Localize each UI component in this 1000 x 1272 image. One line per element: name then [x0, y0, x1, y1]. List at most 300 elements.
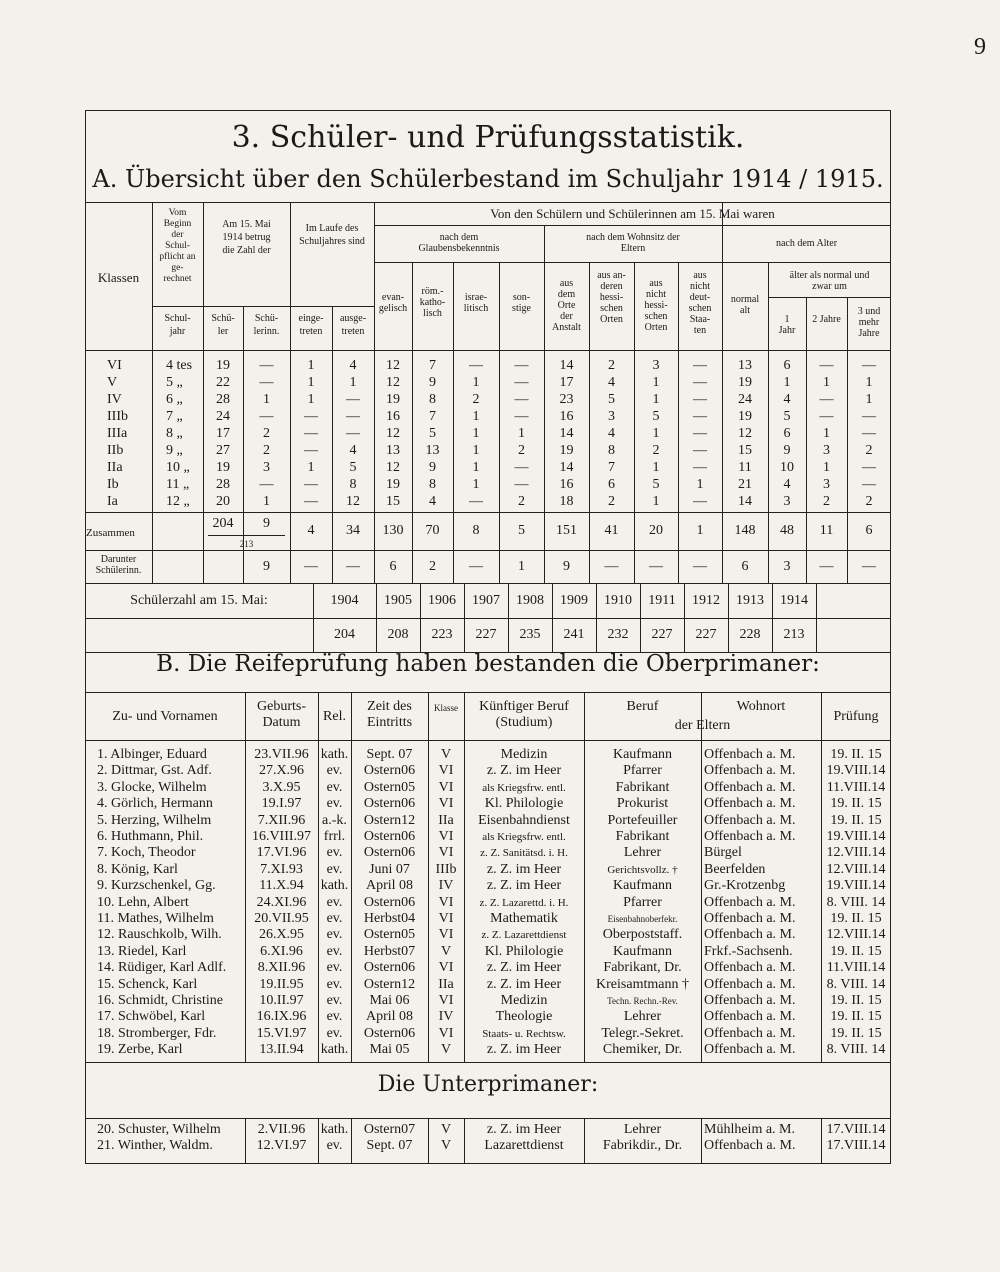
table-a-cell: 7: [429, 358, 436, 373]
table-a-cell: 5 „: [166, 375, 183, 390]
zusammen-schuelerinn: 9: [263, 516, 270, 531]
table-b-cell: Eisenbahnoberfekr.: [607, 914, 678, 924]
header-name: Zu- und Vornamen: [112, 709, 218, 724]
table-a-cell: 5: [783, 409, 791, 424]
table-b-cell: Ostern06: [363, 845, 416, 861]
table-a-cell: 1: [349, 375, 357, 390]
table-b-cell: z. Z. im Heer: [486, 1122, 562, 1137]
rule-line: [85, 740, 891, 741]
zusammen-total: 213: [239, 539, 254, 549]
table-a-cell: 2: [865, 443, 873, 458]
table-b-cell: 12.VI.97: [256, 1138, 307, 1154]
table-b-cell: Pfarrer: [623, 894, 662, 910]
table-a-cell: —: [514, 460, 529, 475]
table-a-cell: 8: [429, 477, 436, 492]
table-b-cell: 13.II.94: [259, 1042, 304, 1058]
rule-line: [85, 350, 891, 351]
table-b-cell: z. Z. Lazarettd. i. H.: [479, 896, 569, 909]
table-b-cell: z. Z. im Heer: [486, 1042, 562, 1058]
count-cell: 223: [431, 627, 453, 642]
table-a-cell: 19: [386, 477, 400, 492]
count-cell: 241: [563, 627, 585, 642]
year-cell: 1904: [330, 593, 359, 608]
table-a-cell: —: [514, 477, 529, 492]
table-b-cell: kath.: [320, 1122, 349, 1137]
table-b-cell: April 08: [365, 878, 414, 894]
table-b-cell: Herbst04: [363, 911, 416, 926]
table-b-cell: VI: [438, 796, 454, 812]
table-b-cell: z. Z. Sanitätsd. i. H.: [480, 847, 568, 860]
header-aus-anstalt: aus dem Orte der Anstalt: [552, 278, 581, 333]
table-b-cell: 8. VIII. 14: [826, 894, 886, 910]
table-a-cell: 12 „: [166, 494, 190, 509]
header-pruefung: Prüfung: [833, 709, 879, 724]
header-glaubensbekenntnis: nach dem Glaubensbekenntnis: [418, 232, 500, 254]
table-b-cell: Ostern06: [363, 960, 416, 976]
table-a-cell: 8: [429, 392, 436, 407]
table-b-cell: VI: [438, 894, 454, 910]
table-b-cell: Oberpoststaff.: [602, 927, 683, 943]
table-b-cell: Fabrikant: [615, 779, 670, 795]
table-b-cell: 8. VIII. 14: [826, 1042, 886, 1058]
table-b-cell: 11.VIII.14: [826, 960, 886, 976]
table-a-cell: —: [862, 426, 876, 441]
table-b-cell: Telegr.-Sekret.: [601, 1025, 684, 1041]
table-b-cell: IIIb: [435, 861, 457, 877]
table-a-cell: 16: [559, 409, 574, 424]
table-a-cell: 6: [783, 426, 791, 441]
table-b-cell: 9. Kurzschenkel, Gg.: [97, 878, 216, 894]
table-a-cell: 1: [307, 358, 315, 373]
header-von-den: Von den Schülern und Schülerinnen am 15. Mai waren: [490, 206, 775, 221]
table-a-cell: 14: [559, 358, 574, 373]
count-cell: 227: [695, 627, 717, 642]
table-a-cell: 5: [429, 426, 436, 441]
table-b-cell: April 08: [365, 1009, 414, 1025]
table-a-total-cell: 148: [734, 523, 756, 538]
table-a-cell: 2: [518, 494, 525, 509]
table-a-cell: 1: [472, 443, 480, 458]
table-a-cell: 1: [652, 460, 660, 475]
rule-line: [85, 1118, 891, 1119]
table-b-cell: IV: [438, 1009, 454, 1025]
table-b-cell: 19. II. 15: [830, 1009, 882, 1025]
table-a-cell: 1: [307, 392, 315, 407]
table-a-cell: —: [862, 409, 876, 424]
table-b-cell: 19. Zerbe, Karl: [97, 1042, 183, 1058]
table-a-cell: 1: [472, 409, 480, 424]
table-b-cell: VI: [438, 911, 454, 926]
table-b-cell: kath.: [320, 878, 349, 894]
table-a-cell: —: [693, 426, 707, 441]
table-a-cell: Ia: [107, 494, 118, 509]
table-b-cell: VI: [438, 763, 454, 779]
table-a-cell: 24: [738, 392, 752, 407]
table-b-cell: Kaufmann: [612, 943, 673, 959]
table-a-cell: 12: [386, 358, 400, 373]
table-a-cell: 8: [349, 477, 357, 492]
table-b-cell: Kl. Philologie: [484, 943, 564, 959]
table-a-cell: 8 „: [166, 426, 183, 441]
table-a-cell: 3: [652, 358, 660, 373]
table-a-cell: 19: [559, 443, 574, 458]
table-b-cell: 19.II.95: [259, 976, 304, 992]
table-a-cell: —: [304, 494, 318, 509]
table-b-cell: Beerfelden: [704, 861, 766, 877]
table-b-cell: 8.XII.96: [257, 960, 306, 976]
table-b-cell: Offenbach a. M.: [704, 779, 796, 795]
table-a-cell: 13: [425, 443, 440, 458]
count-cell: 227: [651, 627, 673, 642]
table-a-cell: 1: [652, 494, 660, 509]
table-a-cell: —: [819, 358, 834, 373]
schuelerzahl-label: Schülerzahl am 15. Mai:: [130, 593, 268, 608]
rule-line: [768, 297, 891, 298]
table-a-cell: 2: [608, 494, 615, 509]
year-cell: 1907: [472, 593, 500, 608]
table-b-cell: VI: [438, 779, 454, 795]
table-b-cell: 19.VIII.14: [826, 829, 886, 844]
table-a-cell: —: [346, 392, 360, 407]
table-a-total-cell: 70: [425, 523, 440, 538]
table-b-cell: 16.VIII.97: [251, 829, 312, 844]
table-b-cell: Mai 06: [369, 993, 410, 1008]
table-a-cell: 2: [472, 392, 480, 407]
count-cell: 208: [387, 627, 409, 642]
table-b-cell: Ostern06: [363, 763, 416, 779]
rule-line: [374, 262, 891, 263]
header-eingetreten: einge-treten: [298, 313, 324, 337]
table-b-cell: ev.: [326, 861, 343, 877]
table-b-cell: Ostern05: [363, 927, 416, 943]
table-a-cell: VI: [107, 358, 122, 373]
table-b-cell: VI: [438, 845, 454, 861]
table-a-cell: 12: [346, 494, 360, 509]
header-katholisch: röm.-katho-lisch: [419, 286, 446, 319]
table-a-cell: 9: [429, 460, 436, 475]
table-a-cell: —: [862, 460, 876, 475]
table-b-cell: 2.VII.96: [257, 1122, 306, 1137]
header-wohnsitz: nach dem Wohnsitz der Eltern: [586, 232, 680, 254]
table-b-cell: Prokurist: [616, 796, 669, 812]
table-a-cell: 28: [216, 392, 230, 407]
table-a-cell: —: [693, 494, 707, 509]
table-b-cell: Mai 05: [369, 1042, 410, 1058]
table-a-cell: —: [862, 358, 876, 373]
table-a-cell: —: [346, 409, 360, 424]
table-b-cell: 6. Huthmann, Phil.: [97, 829, 204, 844]
table-a-cell: 1: [652, 426, 660, 441]
table-b-cell: Fabrikant: [615, 829, 670, 844]
table-b-cell: Ostern05: [363, 779, 416, 795]
header-geburts: Geburts-Datum: [257, 699, 306, 730]
table-b-cell: ev.: [326, 1009, 343, 1025]
table-a-cell: 2: [823, 494, 830, 509]
table-a-total-cell: 11: [819, 523, 834, 538]
table-b-cell: Eisenbahndienst: [478, 812, 570, 828]
year-cell: 1905: [384, 593, 412, 608]
table-b-cell: ev.: [326, 894, 343, 910]
table-a-cell: 5: [652, 409, 660, 424]
table-a-cell: 10 „: [166, 460, 190, 475]
table-a-cell: 14: [559, 426, 574, 441]
table-b-cell: ev.: [326, 960, 343, 976]
table-b-cell: Kreisamtmann †: [596, 976, 689, 992]
darunter-label: Darunter Schülerinn.: [95, 554, 142, 576]
table-a-cell: 1: [696, 477, 704, 492]
header-klassen: Klassen: [97, 270, 140, 285]
count-cell: 227: [475, 627, 497, 642]
table-b-cell: Pfarrer: [623, 763, 662, 779]
table-b-cell: Ostern06: [363, 829, 416, 844]
table-a-total-cell: 5: [518, 523, 525, 538]
table-b-cell: 18. Stromberger, Fdr.: [97, 1025, 217, 1041]
table-b-cell: Offenbach a. M.: [704, 894, 796, 910]
table-a-cell: 7 „: [166, 409, 183, 424]
table-a-darunter-cell: —: [346, 559, 360, 574]
table-b-cell: Bürgel: [704, 845, 742, 861]
table-b-cell: ev.: [326, 845, 343, 861]
table-a-cell: 1: [263, 392, 270, 407]
table-a-darunter-cell: —: [304, 559, 318, 574]
table-b-cell: ev.: [326, 976, 343, 992]
table-b-cell: 12.VIII.14: [826, 927, 886, 943]
table-b-cell: 19. II. 15: [830, 796, 882, 812]
table-b-cell: 10.II.97: [259, 993, 304, 1008]
header-schueler: Schü-ler: [211, 313, 235, 337]
table-a-cell: 15: [386, 494, 400, 509]
year-cell: 1906: [428, 593, 456, 608]
table-a-cell: —: [514, 375, 529, 390]
table-a-cell: 1: [823, 426, 830, 441]
table-b-cell: 3.X.95: [262, 779, 301, 795]
table-a-total-cell: 48: [780, 523, 794, 538]
header-israelitisch: israe-litisch: [463, 292, 489, 314]
year-cell: 1908: [516, 593, 544, 608]
table-a-cell: 4: [608, 375, 615, 390]
year-cell: 1909: [560, 593, 588, 608]
table-b-cell: ev.: [326, 763, 343, 779]
table-b-cell: 21. Winther, Waldm.: [97, 1138, 213, 1154]
table-b-cell: Medizin: [500, 747, 548, 762]
table-a-cell: 15: [738, 443, 752, 458]
table-b-cell: VI: [438, 993, 454, 1008]
table-b-cell: Sept. 07: [366, 747, 413, 762]
table-b-cell: Frkf.-Sachsenh.: [704, 943, 793, 959]
table-b-cell: 19. II. 15: [830, 943, 882, 959]
table-b-cell: Theologie: [495, 1009, 553, 1025]
table-b-cell: ev.: [326, 779, 343, 795]
table-b-cell: 16. Schmidt, Christine: [97, 993, 223, 1008]
header-am15mai: Am 15. Mai 1914 betrug die Zahl der: [222, 219, 271, 256]
table-b-cell: 16.IX.96: [256, 1009, 307, 1025]
table-b-cell: IIa: [438, 812, 454, 828]
table-b-cell: 12. Rauschkolb, Wilh.: [97, 927, 222, 943]
table-a-cell: —: [819, 392, 834, 407]
table-a-cell: 1: [307, 375, 315, 390]
header-1-jahr: 1 Jahr: [778, 314, 796, 336]
table-b-cell: Chemiker, Dr.: [602, 1042, 683, 1058]
header-schuljahr: Schul-jahr: [164, 313, 191, 337]
table-a-cell: 1: [783, 375, 791, 390]
table-a-cell: 28: [216, 477, 230, 492]
table-b-cell: ev.: [326, 1138, 343, 1154]
header-zeit: Zeit des Eintritts: [366, 699, 413, 730]
table-b-cell: 2. Dittmar, Gst. Adf.: [97, 763, 212, 779]
table-b-cell: 10. Lehn, Albert: [97, 894, 189, 910]
brace-line: [208, 535, 285, 536]
table-a-cell: —: [259, 409, 274, 424]
table-a-cell: —: [304, 426, 318, 441]
rule-line: [152, 306, 374, 307]
header-ausgetreten: ausge-treten: [339, 313, 367, 337]
table-a-cell: —: [259, 358, 274, 373]
table-b-cell: Ostern06: [363, 894, 416, 910]
table-b-cell: 5. Herzing, Wilhelm: [97, 812, 212, 828]
table-b-cell: Kaufmann: [612, 878, 673, 894]
table-a-cell: 3: [823, 443, 830, 458]
header-wohnort: Wohnort: [736, 699, 786, 714]
table-a-cell: 1: [472, 375, 480, 390]
section-b-title: B. Die Reifeprüfung haben bestanden die Oberprimaner:: [156, 651, 820, 677]
table-a-cell: 4: [783, 477, 791, 492]
table-b-cell: Juni 07: [369, 861, 410, 877]
table-b-cell: z. Z. Lazarettdienst: [481, 929, 567, 942]
table-a-cell: 9 „: [166, 443, 183, 458]
table-b-cell: 15.VI.97: [256, 1025, 307, 1041]
table-b-cell: 3. Glocke, Wilhelm: [97, 779, 207, 795]
table-a-cell: 1: [472, 477, 480, 492]
table-b-cell: Lehrer: [623, 1009, 662, 1025]
section-u-title: Die Unterprimaner:: [377, 1072, 599, 1097]
table-a-cell: 12: [386, 426, 400, 441]
table-b-cell: Fabrikant, Dr.: [603, 960, 682, 976]
table-a-cell: 7: [608, 460, 615, 475]
table-a-cell: 1: [823, 460, 830, 475]
table-b-cell: Offenbach a. M.: [704, 763, 796, 779]
table-a-darunter-cell: 1: [518, 559, 525, 574]
header-vom-beginn: Vom Beginn der Schul-pflicht an ge-rechnet: [159, 208, 196, 284]
page-number: 9: [974, 34, 986, 60]
table-a-cell: 9: [429, 375, 436, 390]
table-b-cell: Lehrer: [623, 845, 662, 861]
table-b-cell: 7.XI.93: [260, 861, 303, 877]
table-b-cell: 17. Schwöbel, Karl: [97, 1009, 206, 1025]
table-a-cell: 1: [307, 460, 315, 475]
table-a-cell: 12: [386, 460, 400, 475]
table-b-cell: V: [440, 1042, 452, 1058]
table-b-cell: Offenbach a. M.: [704, 812, 796, 828]
table-a-cell: 2: [865, 494, 873, 509]
table-b-cell: ev.: [326, 796, 343, 812]
table-a-cell: 2: [263, 443, 270, 458]
table-a-cell: 16: [559, 477, 574, 492]
table-a-cell: 6: [783, 358, 791, 373]
header-aus-anderen-hess: aus an-deren hessi-schen Orten: [597, 270, 626, 325]
table-b-cell: 7. Koch, Theodor: [97, 845, 196, 861]
table-a-cell: —: [259, 375, 274, 390]
table-a-cell: 1: [652, 375, 660, 390]
table-a-cell: 1: [823, 375, 830, 390]
table-b-cell: 1. Albinger, Eduard: [97, 747, 207, 762]
table-a-cell: 1: [865, 392, 873, 407]
table-b-cell: Kaufmann: [612, 747, 673, 762]
table-a-cell: —: [259, 477, 274, 492]
table-b-cell: Staats- u. Rechtsw.: [482, 1027, 566, 1040]
table-a-cell: 19: [738, 409, 752, 424]
header-aus-nicht-deutsch: aus nicht deut-schen Staa-ten: [688, 270, 712, 336]
table-b-cell: Portefeuiller: [607, 812, 678, 828]
rule-line: [85, 583, 891, 584]
rule-line: [85, 202, 891, 203]
table-a-total-cell: 151: [556, 523, 577, 538]
table-b-cell: 13. Riedel, Karl: [97, 943, 187, 959]
table-a-total-cell: 34: [346, 523, 360, 538]
table-a-cell: 19: [216, 358, 230, 373]
table-a-total-cell: 6: [865, 523, 873, 538]
table-a-cell: —: [346, 426, 360, 441]
table-b-cell: Offenbach a. M.: [704, 1138, 796, 1154]
table-a-cell: —: [514, 409, 529, 424]
table-b-cell: V: [440, 1122, 452, 1137]
table-b-cell: 11.X.94: [259, 878, 304, 894]
table-b-cell: VI: [438, 829, 454, 844]
count-cell: 235: [519, 627, 541, 642]
table-a-cell: IV: [107, 392, 122, 407]
table-b-cell: 19. II. 15: [830, 812, 882, 828]
table-b-cell: Medizin: [500, 993, 548, 1008]
table-b-cell: Offenbach a. M.: [704, 796, 796, 812]
table-b-cell: z. Z. im Heer: [486, 878, 562, 894]
table-a-total-cell: 4: [307, 523, 315, 538]
header-der-eltern: der Eltern: [674, 718, 731, 733]
table-a-cell: 17: [559, 375, 574, 390]
table-a-cell: —: [693, 443, 707, 458]
header-aelter: älter als normal und zwar um: [789, 270, 870, 292]
table-b-cell: 19. II. 15: [830, 993, 882, 1008]
table-a-cell: —: [693, 460, 707, 475]
table-a-cell: 21: [738, 477, 752, 492]
table-b-cell: Lehrer: [623, 1122, 662, 1137]
table-a-cell: —: [304, 443, 318, 458]
table-b-cell: frrl.: [323, 829, 346, 844]
table-b-cell: 7.XII.96: [257, 812, 306, 828]
table-a-darunter-cell: 6: [389, 559, 397, 574]
table-b-cell: Offenbach a. M.: [704, 976, 796, 992]
header-beruf-eltern: Beruf: [626, 699, 659, 714]
table-b-cell: VI: [438, 960, 454, 976]
table-b-cell: V: [440, 1138, 452, 1154]
table-a-cell: 1: [472, 460, 480, 475]
table-a-cell: 1: [263, 494, 270, 509]
table-b-cell: Gerichtsvollz. †: [607, 863, 678, 876]
table-a-cell: 1: [865, 375, 873, 390]
table-a-cell: 3: [823, 477, 830, 492]
table-b-cell: Offenbach a. M.: [704, 993, 796, 1008]
header-3-jahre: 3 und mehr Jahre: [857, 306, 881, 339]
rule-line: [313, 618, 891, 619]
header-rel: Rel.: [323, 709, 346, 724]
table-a-cell: 20: [216, 494, 230, 509]
table-a-cell: —: [693, 392, 707, 407]
table-a-darunter-cell: 9: [563, 559, 570, 574]
table-b-cell: V: [440, 747, 452, 762]
table-a-cell: 3: [783, 494, 791, 509]
table-a-darunter-cell: —: [693, 559, 707, 574]
column-rule: [701, 1118, 702, 1164]
table-a-darunter-cell: 9: [263, 559, 270, 574]
table-b-cell: 20. Schuster, Wilhelm: [97, 1122, 221, 1137]
